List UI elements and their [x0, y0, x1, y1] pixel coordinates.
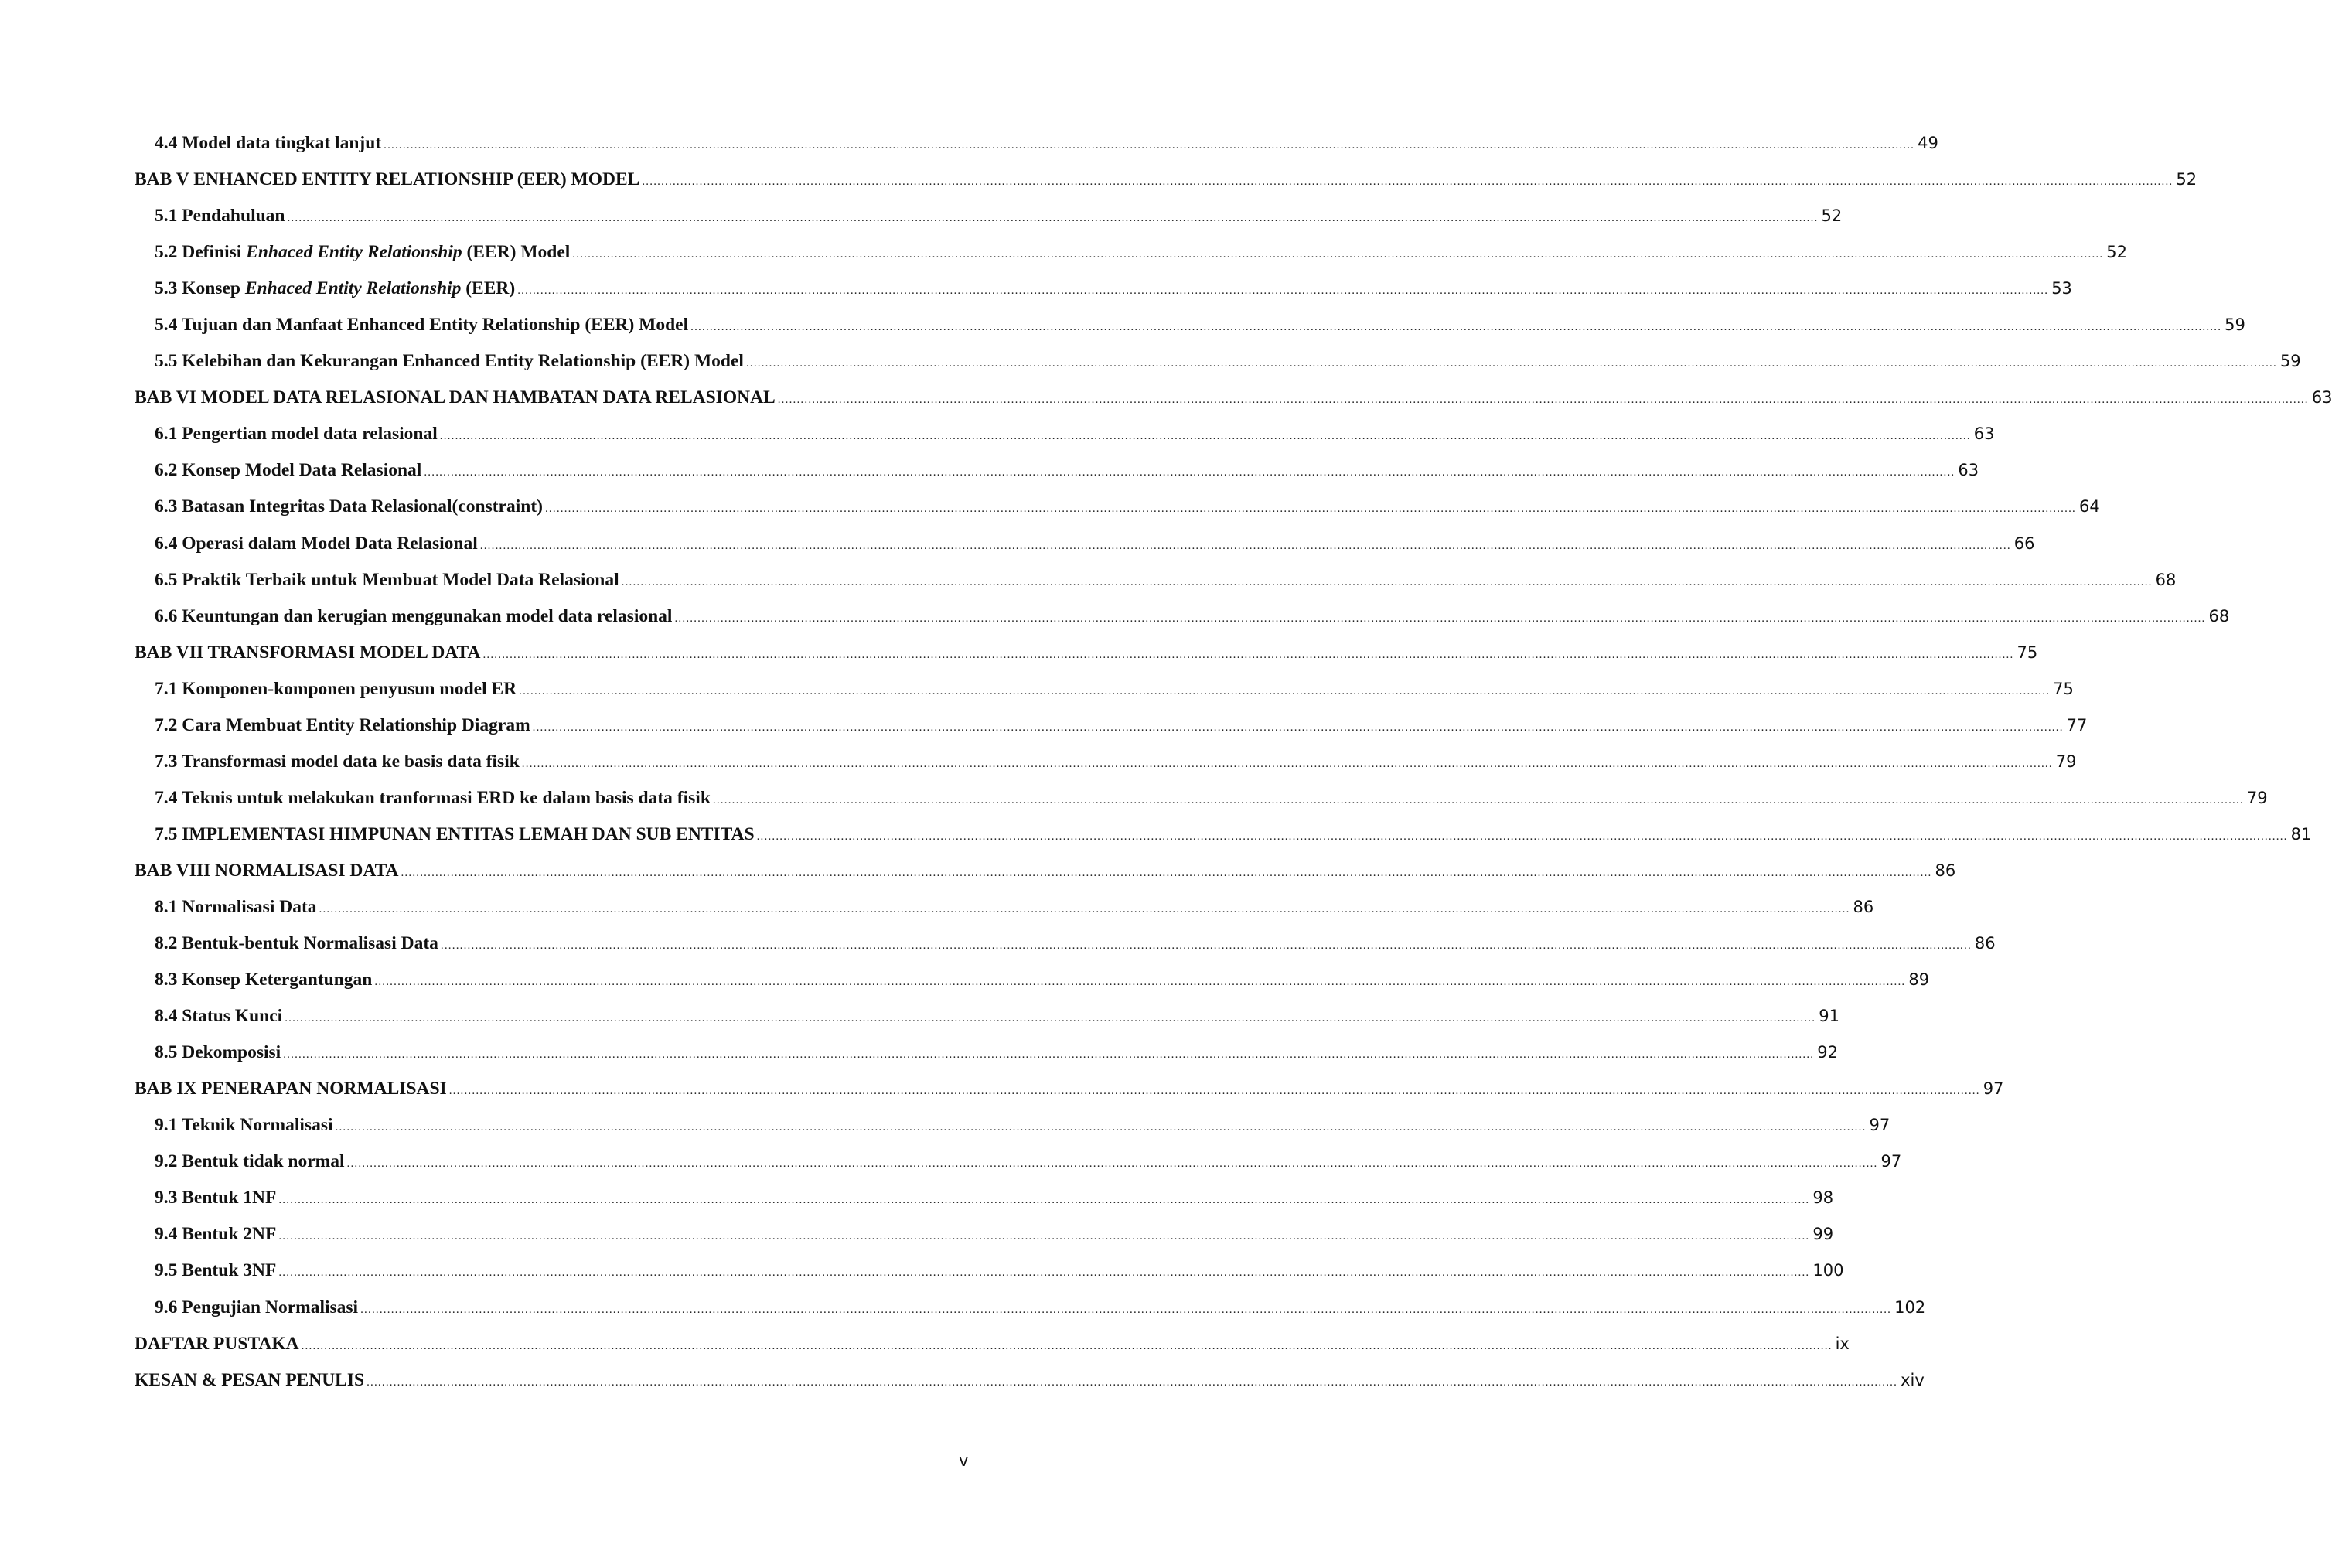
toc-chapter-entry[interactable] — [135, 642, 2038, 679]
toc-section-entry[interactable] — [135, 533, 2035, 570]
toc-title-segment: 8.5 Dekomposisi — [155, 1042, 281, 1063]
toc-entry-title — [155, 1260, 276, 1281]
dot-leader: ................................................................................................................................................................................................................................................................................................................................................................................................................ — [448, 1085, 1980, 1098]
dot-leader: ................................................................................................................................................................................................................................................................................................................................................................................................................ — [479, 539, 2011, 552]
toc-page-number: 79 — [2055, 752, 2077, 771]
toc-title-segment: 5.3 Konsep — [155, 278, 245, 299]
toc-section-entry[interactable] — [135, 1006, 1839, 1042]
toc-title-segment: 7.1 Komponen-komponen penyusun model ER — [155, 678, 517, 699]
toc-title-italic-segment: Enhaced Entity Relationship — [246, 242, 462, 263]
toc-page-number: ix — [1835, 1334, 1850, 1353]
toc-title-segment: 6.4 Operasi dalam Model Data Relasional — [155, 533, 478, 554]
page-number: v — [959, 1451, 969, 1470]
dot-leader: ................................................................................................................................................................................................................................................................................................................................................................................................................ — [346, 1157, 1878, 1171]
toc-entry-title — [135, 1079, 447, 1099]
toc-title-segment: 9.2 Bentuk tidak normal — [155, 1151, 345, 1172]
toc-page-number: 64 — [2078, 497, 2100, 516]
toc-page-number: 97 — [1880, 1152, 1902, 1171]
toc-page-number: 59 — [2225, 315, 2245, 335]
toc-page-number: 66 — [2013, 533, 2035, 553]
toc-page-number: 89 — [1908, 970, 1930, 990]
dot-leader: ................................................................................................................................................................................................................................................................................................................................................................................................................ — [519, 684, 2051, 697]
toc-title-segment: 7.5 IMPLEMENTASI HIMPUNAN ENTITAS LEMAH DAN SUB ENTITAS — [155, 823, 755, 844]
dot-leader: ................................................................................................................................................................................................................................................................................................................................................................................................................ — [367, 1375, 1898, 1389]
toc-title-segment: 5.4 Tujuan dan Manfaat Enhanced Entity Relationship (EER) Model — [155, 315, 689, 336]
toc-title-segment: 8.1 Normalisasi Data — [155, 896, 317, 917]
toc-page-number: 63 — [1973, 424, 1995, 444]
toc-title-segment: 8.2 Bentuk-bentuk Normalisasi Data — [155, 933, 438, 954]
toc-section-entry[interactable] — [135, 896, 1874, 933]
toc-page-number: 63 — [2311, 388, 2332, 407]
toc-entry-title — [155, 679, 517, 700]
toc-entry-title — [155, 606, 672, 627]
toc-title-segment: 9.5 Bentuk 3NF — [155, 1260, 277, 1281]
toc-entry-title — [155, 570, 619, 591]
dot-leader: ................................................................................................................................................................................................................................................................................................................................................................................................................ — [301, 1339, 1833, 1352]
toc-entry-title — [135, 643, 480, 663]
dot-leader: ................................................................................................................................................................................................................................................................................................................................................................................................................ — [674, 612, 2206, 625]
toc-title-segment: 9.3 Bentuk 1NF — [155, 1188, 277, 1208]
toc-title-segment: 7.4 Teknis untuk melakukan tranformasi ERD ke dalam basis data fisik — [155, 787, 711, 808]
toc-title-segment: BAB VI MODEL DATA RELASIONAL DAN HAMBATAN DATA RELASIONAL — [135, 387, 776, 408]
dot-leader: ................................................................................................................................................................................................................................................................................................................................................................................................................ — [335, 1121, 1867, 1134]
toc-title-segment: 7.3 Transformasi model data ke basis data fisik — [155, 751, 520, 772]
toc-section-entry[interactable] — [135, 605, 2230, 643]
toc-page-number: 86 — [1853, 897, 1874, 916]
toc-section-entry[interactable] — [135, 206, 1843, 242]
toc-title-segment: DAFTAR PUSTAKA — [135, 1333, 299, 1354]
toc-entry-title — [155, 242, 570, 263]
toc-entry-title — [155, 715, 530, 736]
toc-entry-title — [135, 1370, 364, 1391]
toc-chapter-entry[interactable] — [135, 860, 1956, 897]
toc-entry-title — [155, 788, 711, 809]
toc-entry-title — [155, 278, 515, 299]
toc-title-segment: 6.1 Pengertian model data relasional — [155, 424, 438, 445]
toc-entry-title — [155, 1006, 282, 1027]
toc-entry-title — [155, 1297, 358, 1318]
toc-title-segment: 8.3 Konsep Ketergantungan — [155, 970, 373, 990]
toc-section-entry[interactable] — [135, 133, 1938, 169]
toc-title-segment: 5.2 Definisi — [155, 242, 247, 263]
dot-leader: ................................................................................................................................................................................................................................................................................................................................................................................................................ — [517, 285, 2049, 298]
toc-entry-title — [155, 752, 520, 772]
toc-title-segment: 5.5 Kelebihan dan Kekurangan Enhanced Entity Relationship (EER) Model — [155, 351, 744, 372]
dot-leader: ................................................................................................................................................................................................................................................................................................................................................................................................................ — [319, 902, 1850, 915]
toc-page-number: 98 — [1812, 1188, 1834, 1208]
toc-title-italic-segment: Enhaced Entity Relationship — [244, 278, 462, 299]
toc-entry-title — [155, 533, 478, 554]
dot-leader: ................................................................................................................................................................................................................................................................................................................................................................................................................ — [544, 503, 2076, 516]
toc-page-number: 91 — [1819, 1007, 1839, 1026]
toc-page-number: 75 — [2017, 643, 2038, 662]
toc-section-entry[interactable] — [135, 460, 1979, 496]
dot-leader: ................................................................................................................................................................................................................................................................................................................................................................................................................ — [384, 139, 1915, 152]
toc-section-entry[interactable] — [135, 496, 2100, 533]
toc-page-number: 102 — [1894, 1297, 1926, 1317]
dot-leader: ................................................................................................................................................................................................................................................................................................................................................................................................................ — [521, 757, 2053, 770]
toc-entry-title — [135, 861, 398, 881]
toc-title-segment: BAB V ENHANCED ENTITY RELATIONSHIP (EER) MODEL — [135, 169, 640, 190]
toc-title-segment: 6.3 Batasan Integritas Data Relasional(constraint) — [155, 496, 543, 517]
table-of-contents — [135, 133, 2332, 1406]
dot-leader: ................................................................................................................................................................................................................................................................................................................................................................................................................ — [439, 430, 1971, 443]
toc-page-number: 63 — [1958, 461, 1979, 480]
toc-page-number: 99 — [1812, 1225, 1834, 1244]
dot-leader: ................................................................................................................................................................................................................................................................................................................................................................................................................ — [621, 575, 2153, 588]
toc-title-segment: 5.1 Pendahuluan — [155, 206, 285, 227]
dot-leader: ................................................................................................................................................................................................................................................................................................................................................................................................................ — [440, 939, 1972, 953]
toc-page-number: 49 — [1918, 134, 1938, 152]
toc-section-entry[interactable] — [135, 1297, 1926, 1334]
dot-leader: ................................................................................................................................................................................................................................................................................................................................................................................................................ — [278, 1194, 1810, 1207]
toc-entry-title — [155, 351, 744, 372]
toc-title-segment: KESAN & PESAN PENULIS — [135, 1369, 365, 1390]
toc-section-entry[interactable] — [135, 787, 2268, 824]
dot-leader: ................................................................................................................................................................................................................................................................................................................................................................................................................ — [287, 212, 1819, 225]
toc-chapter-entry[interactable] — [135, 1369, 1925, 1406]
toc-page-number: 77 — [2066, 715, 2088, 735]
toc-page-number: 68 — [2155, 570, 2177, 589]
dot-leader: ................................................................................................................................................................................................................................................................................................................................................................................................................ — [374, 976, 1906, 989]
toc-page-number: 86 — [1935, 861, 1956, 880]
toc-section-entry[interactable] — [135, 678, 2074, 715]
toc-entry-title — [155, 315, 688, 336]
toc-title-segment: BAB IX PENERAPAN NORMALISASI — [135, 1079, 447, 1099]
toc-page-number: 75 — [2053, 679, 2074, 698]
toc-title-segment: (EER) Model — [462, 242, 571, 263]
toc-title-segment: 9.6 Pengujian Normalisasi — [155, 1297, 359, 1317]
dot-leader: ................................................................................................................................................................................................................................................................................................................................................................................................................ — [278, 1230, 1810, 1243]
toc-chapter-entry[interactable] — [135, 169, 2197, 206]
toc-chapter-entry[interactable] — [135, 387, 2332, 424]
toc-chapter-entry[interactable] — [135, 1079, 2004, 1115]
dot-leader: ................................................................................................................................................................................................................................................................................................................................................................................................................ — [745, 357, 2277, 370]
dot-leader: ................................................................................................................................................................................................................................................................................................................................................................................................................ — [285, 1012, 1816, 1025]
toc-title-segment: BAB VIII NORMALISASI DATA — [135, 860, 399, 881]
toc-title-segment: 9.4 Bentuk 2NF — [155, 1224, 277, 1245]
dot-leader: ................................................................................................................................................................................................................................................................................................................................................................................................................ — [572, 248, 2104, 261]
toc-entry-title — [155, 424, 438, 445]
toc-page-number: 86 — [1974, 934, 1996, 953]
toc-title-segment: BAB VII TRANSFORMASI MODEL DATA — [135, 642, 481, 663]
toc-page-number: 100 — [1812, 1261, 1844, 1280]
toc-section-entry[interactable] — [135, 751, 2077, 788]
toc-section-entry[interactable] — [135, 569, 2177, 606]
toc-entry-title — [155, 1188, 276, 1208]
toc-section-entry[interactable] — [135, 714, 2088, 752]
toc-entry-title — [155, 897, 317, 918]
toc-title-segment: 4.4 Model data tingkat lanjut — [155, 133, 382, 153]
dot-leader: ................................................................................................................................................................................................................................................................................................................................................................................................................ — [712, 793, 2244, 806]
toc-page-number: 52 — [2176, 170, 2197, 189]
toc-section-entry[interactable] — [135, 970, 1930, 1006]
toc-entry-title — [155, 970, 372, 990]
toc-page-number: 97 — [1983, 1079, 2004, 1099]
toc-page-number: 53 — [2051, 279, 2072, 298]
toc-entry-title — [155, 1224, 276, 1245]
toc-chapter-entry[interactable] — [135, 1333, 1850, 1370]
dot-leader: ................................................................................................................................................................................................................................................................................................................................................................................................................ — [756, 830, 2288, 843]
toc-section-entry[interactable] — [135, 315, 2245, 351]
toc-section-entry[interactable] — [135, 242, 2128, 278]
toc-section-entry[interactable] — [135, 1188, 1834, 1224]
toc-page-number: 79 — [2246, 788, 2268, 807]
toc-entry-title — [155, 1042, 281, 1063]
toc-page-number: 52 — [2106, 243, 2128, 262]
toc-page-number: 81 — [2290, 824, 2312, 844]
dot-leader: ................................................................................................................................................................................................................................................................................................................................................................................................................ — [360, 1303, 1892, 1316]
toc-section-entry[interactable] — [135, 1042, 1838, 1079]
toc-section-entry[interactable] — [135, 1260, 1844, 1297]
toc-section-entry[interactable] — [135, 823, 2312, 861]
dot-leader: ................................................................................................................................................................................................................................................................................................................................................................................................................ — [690, 321, 2222, 334]
toc-entry-title — [155, 460, 421, 481]
toc-title-segment: 7.2 Cara Membuat Entity Relationship Diagram — [155, 714, 530, 735]
toc-section-entry[interactable] — [135, 278, 2072, 315]
toc-entry-title — [135, 1334, 299, 1355]
toc-title-segment: (EER) — [461, 278, 516, 299]
toc-entry-title — [155, 933, 438, 954]
dot-leader: ................................................................................................................................................................................................................................................................................................................................................................................................................ — [642, 176, 2173, 189]
toc-entry-title — [135, 169, 639, 190]
toc-page-number: 92 — [1817, 1043, 1838, 1062]
toc-section-entry[interactable] — [135, 351, 2301, 387]
toc-title-segment: 8.4 Status Kunci — [155, 1006, 283, 1027]
toc-entry-title — [155, 206, 285, 227]
toc-page-number: xiv — [1901, 1370, 1925, 1389]
toc-title-segment: 6.2 Konsep Model Data Relasional — [155, 460, 422, 481]
toc-section-entry[interactable] — [135, 1224, 1834, 1260]
toc-title-segment: 9.1 Teknik Normalisasi — [155, 1115, 333, 1136]
toc-section-entry[interactable] — [135, 424, 1995, 460]
toc-page-number: 52 — [1821, 206, 1843, 226]
dot-leader: ................................................................................................................................................................................................................................................................................................................................................................................................................ — [777, 394, 2309, 407]
dot-leader: ................................................................................................................................................................................................................................................................................................................................................................................................................ — [283, 1048, 1815, 1062]
toc-section-entry[interactable] — [135, 1151, 1902, 1188]
toc-page-number: 97 — [1869, 1116, 1890, 1135]
toc-section-entry[interactable] — [135, 933, 1996, 970]
toc-entry-title — [155, 133, 381, 154]
dot-leader: ................................................................................................................................................................................................................................................................................................................................................................................................................ — [401, 866, 1932, 879]
toc-entry-title — [135, 387, 776, 408]
toc-section-entry[interactable] — [135, 1115, 1890, 1151]
dot-leader: ................................................................................................................................................................................................................................................................................................................................................................................................................ — [424, 466, 1955, 479]
toc-title-segment: 6.6 Keuntungan dan kerugian menggunakan model data relasional — [155, 605, 673, 626]
toc-entry-title — [155, 496, 543, 517]
toc-title-segment: 6.5 Praktik Terbaik untuk Membuat Model Data Relasional — [155, 569, 619, 590]
toc-entry-title — [155, 1151, 345, 1172]
dot-leader: ................................................................................................................................................................................................................................................................................................................................................................................................................ — [532, 721, 2064, 734]
dot-leader: ................................................................................................................................................................................................................................................................................................................................................................................................................ — [482, 648, 2014, 661]
toc-entry-title — [155, 824, 755, 845]
toc-page-number: 59 — [2279, 352, 2301, 371]
toc-entry-title — [155, 1115, 333, 1136]
dot-leader: ................................................................................................................................................................................................................................................................................................................................................................................................................ — [278, 1266, 1810, 1280]
toc-page-number: 68 — [2208, 606, 2230, 625]
